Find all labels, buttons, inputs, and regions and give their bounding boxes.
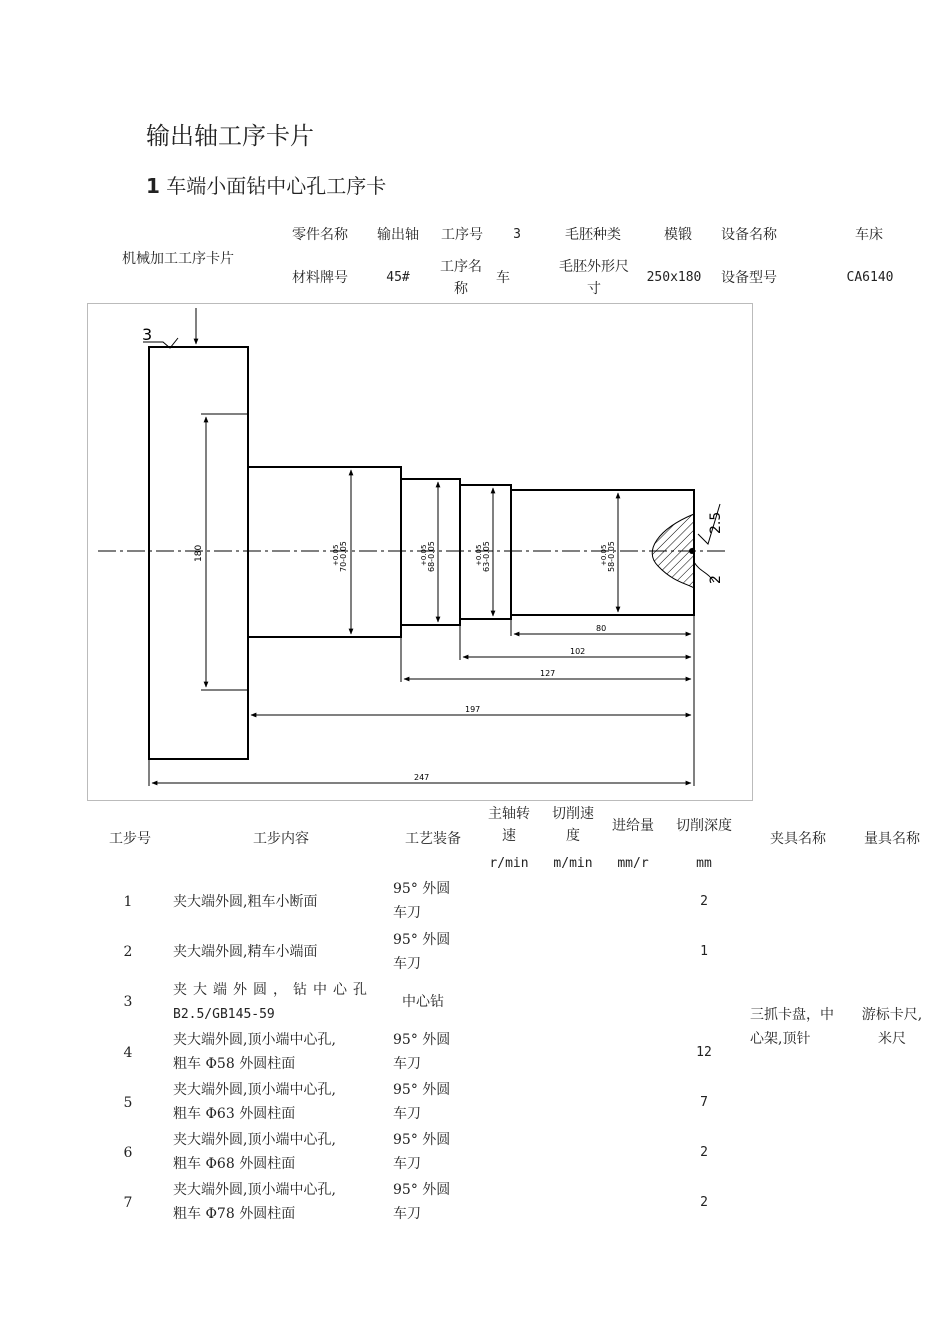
op-name-label-1: 工序名: [440, 259, 482, 275]
shaft-drawing: [87, 303, 753, 801]
row-2-content: 夹大端外圆,精车小端面: [173, 944, 318, 960]
row-7-depth: 2: [700, 1195, 708, 1210]
row-4-content-1: 夹大端外圆,顶小端中心孔,: [173, 1032, 336, 1048]
row-5-equip-2: 车刀: [393, 1106, 421, 1122]
segment-70: [248, 467, 401, 637]
row-4-equipment: [393, 1028, 483, 1076]
row-6-content-2: 粗车 Φ68 外圆柱面: [173, 1156, 296, 1172]
len-127: 127: [540, 669, 556, 678]
unit-spindle: r/min: [489, 856, 529, 871]
row-3-content: [173, 978, 388, 1027]
roughness-right-top: 2.5: [708, 511, 724, 534]
len-247: 247: [414, 773, 430, 782]
dia-68: 68-0.05: [427, 541, 436, 572]
row-5-depth: 7: [700, 1095, 708, 1110]
row-6-content: [173, 1128, 388, 1176]
row-4-no: 4: [123, 1045, 133, 1061]
op-name-value: 车: [496, 270, 510, 286]
op-no-value: 3: [513, 227, 521, 242]
unit-depth: mm: [696, 856, 712, 871]
col-feed: 进给量: [612, 818, 654, 834]
equip-model-value: CA6140: [846, 270, 894, 285]
row-1-no: 1: [123, 894, 133, 910]
center-hole-section: [652, 514, 694, 588]
col-fixture: 夹具名称: [770, 831, 826, 847]
fixture-1: 三抓卡盘，中: [750, 1007, 834, 1023]
row-5-content-2: 粗车 Φ63 外圆柱面: [173, 1106, 296, 1122]
row-6-no: 6: [123, 1145, 133, 1161]
col-gauge: 量具名称: [864, 831, 920, 847]
row-1-equipment: [393, 877, 483, 925]
row-2-equipment: [393, 928, 483, 976]
row-2-equip-2: 车刀: [393, 956, 421, 972]
dia-70-tol: +0.05: [332, 544, 340, 566]
equip-model-label: 设备型号: [721, 270, 777, 286]
row-3-content-2: B2.5/GB145-59: [173, 1007, 275, 1022]
section-number: 1: [146, 174, 160, 198]
page-title: 输出轴工序卡片: [146, 122, 314, 150]
row-6-equip-1: 95° 外圆: [393, 1132, 451, 1148]
row-3-no: 3: [123, 994, 133, 1010]
blank-size-label-2: 寸: [587, 281, 601, 297]
row-4-content-2: 粗车 Φ58 外圆柱面: [173, 1056, 296, 1072]
blank-type-label: 毛胚种类: [565, 227, 621, 243]
row-2-equip-1: 95° 外圆: [393, 932, 451, 948]
col-spindle-2: 速: [502, 828, 516, 844]
row-2-no: 2: [123, 944, 133, 960]
gauge-2: 米尺: [878, 1031, 906, 1047]
shaft-drawing-svg: [88, 304, 752, 800]
equip-name-label: 设备名称: [721, 227, 777, 243]
len-197: 197: [465, 705, 481, 714]
blank-size-label-1: 毛胚外形尺: [559, 259, 629, 275]
row-5-equipment: [393, 1078, 483, 1126]
dia-180: 180: [194, 544, 204, 562]
col-speed-2: 度: [566, 828, 580, 844]
blank-type-value: 模锻: [664, 227, 692, 243]
roughness-top: 3: [142, 325, 153, 344]
row-5-equip-1: 95° 外圆: [393, 1082, 451, 1098]
op-name-label-2: 称: [454, 281, 468, 297]
row-3-equipment: 中心钻: [402, 994, 444, 1010]
col-depth: 切削深度: [676, 818, 732, 834]
card-label: 机械加工工序卡片: [122, 251, 234, 267]
row-6-equipment: [393, 1128, 483, 1176]
row-6-content-1: 夹大端外圆,顶小端中心孔,: [173, 1132, 336, 1148]
equip-name-value: 车床: [855, 227, 883, 243]
row-7-content: [173, 1178, 388, 1226]
material-label: 材料牌号: [292, 270, 348, 286]
row-4-content: [173, 1028, 388, 1076]
dia-58: 58-0.05: [607, 541, 616, 572]
unit-speed: m/min: [553, 856, 593, 871]
row-7-content-1: 夹大端外圆,顶小端中心孔,: [173, 1182, 336, 1198]
col-spindle: [478, 803, 540, 847]
fixture-name: [750, 1003, 850, 1051]
dia-58-tol: +0.05: [600, 544, 608, 566]
col-equipment: 工艺装备: [405, 831, 461, 847]
row-4-depth: 12: [696, 1045, 712, 1060]
section-title-text: 车端小面钻中心孔工序卡: [166, 174, 387, 198]
unit-feed: mm/r: [617, 856, 649, 871]
fixture-2: 心架,顶针: [750, 1031, 811, 1047]
row-7-equipment: [393, 1178, 483, 1226]
col-content: 工步内容: [253, 831, 309, 847]
gauge-name: [850, 1003, 934, 1051]
row-5-content-1: 夹大端外圆,顶小端中心孔,: [173, 1082, 336, 1098]
len-102: 102: [570, 647, 586, 656]
dia-68-tol: +0.05: [420, 544, 428, 566]
row-1-equip-2: 车刀: [393, 905, 421, 921]
row-7-equip-2: 车刀: [393, 1206, 421, 1222]
col-step-no: 工步号: [109, 831, 151, 847]
row-7-content-2: 粗车 Φ78 外圆柱面: [173, 1206, 296, 1222]
col-speed-1: 切削速: [552, 806, 594, 822]
row-4-equip-2: 车刀: [393, 1056, 421, 1072]
row-1-content: 夹大端外圆,粗车小断面: [173, 894, 318, 910]
row-1-depth: 2: [700, 894, 708, 909]
row-7-equip-1: 95° 外圆: [393, 1182, 451, 1198]
row-2-depth: 1: [700, 944, 708, 959]
row-5-no: 5: [123, 1095, 133, 1111]
dia-63-tol: +0.05: [475, 544, 483, 566]
col-speed: [542, 803, 604, 847]
section-title: [146, 170, 386, 199]
dia-70: 70-0.05: [339, 541, 348, 572]
part-name-label: 零件名称: [292, 227, 348, 243]
row-5-content: [173, 1078, 388, 1126]
row-6-equip-2: 车刀: [393, 1156, 421, 1172]
len-80: 80: [596, 624, 607, 633]
row-1-equip-1: 95° 外圆: [393, 881, 451, 897]
roughness-right-bottom: 2: [708, 575, 724, 584]
col-spindle-1: 主轴转: [488, 806, 530, 822]
row-4-equip-1: 95° 外圆: [393, 1032, 451, 1048]
gauge-1: 游标卡尺,: [861, 1007, 923, 1023]
dia-63: 63-0.05: [482, 541, 491, 572]
row-7-no: 7: [123, 1195, 133, 1211]
part-name-value: 输出轴: [377, 227, 419, 243]
center-hole-dot: [689, 548, 695, 554]
blank-size-label: [548, 256, 640, 300]
row-3-content-1: 夹大端外圆，钻中心孔: [173, 982, 373, 998]
material-value: 45#: [386, 270, 410, 285]
op-no-label: 工序号: [441, 227, 483, 243]
blank-size-value: 250x180: [646, 270, 702, 285]
op-name-label: [432, 256, 490, 300]
row-6-depth: 2: [700, 1145, 708, 1160]
